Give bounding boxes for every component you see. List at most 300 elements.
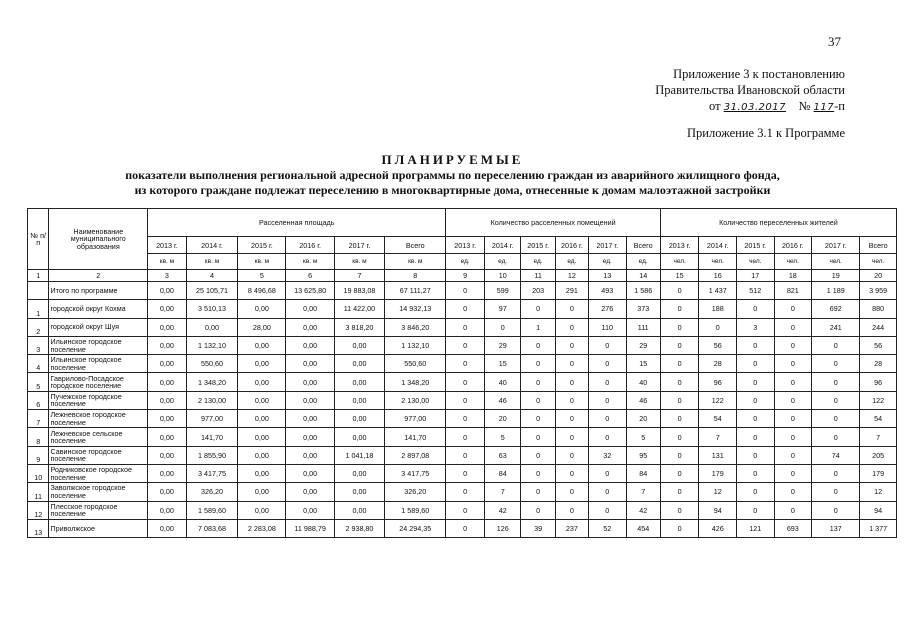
table-cell: 0,00 <box>286 336 334 354</box>
unit-header-rooms-5: ед. <box>626 254 660 270</box>
table-cell: 0 <box>521 373 555 391</box>
year-header-rooms-3: 2016 г. <box>555 237 588 254</box>
table-cell: 0,00 <box>148 410 187 428</box>
table-cell: 0 <box>446 373 485 391</box>
unit-header-people-1: чел. <box>699 254 737 270</box>
year-header-area-3: 2016 г. <box>286 237 334 254</box>
table-cell: 0,00 <box>334 336 384 354</box>
table-cell: 1 132,10 <box>385 336 446 354</box>
column-number: 17 <box>737 270 775 282</box>
table-cell: 0,00 <box>238 373 286 391</box>
table-cell: 0 <box>589 483 627 501</box>
municipality-name: Пучежское городское поселение <box>49 391 148 409</box>
year-header-people-4: 2017 г. <box>812 237 860 254</box>
column-number: 18 <box>774 270 812 282</box>
municipality-name: Ильинское городское поселение <box>49 355 148 373</box>
table-cell: 20 <box>626 410 660 428</box>
table-cell: 0 <box>699 318 737 336</box>
municipality-name: Приволжское <box>49 519 148 537</box>
unit-header-people-3: чел. <box>774 254 812 270</box>
table-cell: 0 <box>521 446 555 464</box>
unit-header-people-2: чел. <box>737 254 775 270</box>
column-number: 11 <box>521 270 555 282</box>
table-cell: 977,00 <box>186 410 237 428</box>
table-cell: 0,00 <box>286 391 334 409</box>
year-header-rooms-5: Всего <box>626 237 660 254</box>
table-cell: 0 <box>446 336 485 354</box>
column-number: 14 <box>626 270 660 282</box>
column-number: 4 <box>186 270 237 282</box>
table-cell: 0,00 <box>238 391 286 409</box>
row-number: 5 <box>28 373 49 391</box>
table-cell: 0,00 <box>148 464 187 482</box>
table-cell: 0 <box>660 391 699 409</box>
table-cell: 0,00 <box>334 355 384 373</box>
table-cell: 1 589,60 <box>186 501 237 519</box>
table-cell: 0 <box>589 336 627 354</box>
table-cell: 0 <box>812 355 860 373</box>
table-cell: 0 <box>446 318 485 336</box>
table-cell: 880 <box>860 300 897 318</box>
table-cell: 28 <box>860 355 897 373</box>
table-cell: 2 897,08 <box>385 446 446 464</box>
table-cell: 0,00 <box>334 501 384 519</box>
year-header-area-2: 2015 г. <box>238 237 286 254</box>
table-cell: 0 <box>774 446 812 464</box>
indicators-table <box>27 208 897 538</box>
column-number: 9 <box>446 270 485 282</box>
table-cell: 3 417,75 <box>186 464 237 482</box>
table-cell: 0 <box>660 501 699 519</box>
table-cell: 0,00 <box>238 428 286 446</box>
table-cell: 42 <box>626 501 660 519</box>
column-number: 6 <box>286 270 334 282</box>
table-cell: 179 <box>699 464 737 482</box>
table-cell: 2 130,00 <box>186 391 237 409</box>
table-cell: 0 <box>555 483 588 501</box>
table-cell: 0,00 <box>334 410 384 428</box>
unit-header-rooms-3: ед. <box>555 254 588 270</box>
table-cell: 0 <box>660 300 699 318</box>
table-cell: 1 586 <box>626 282 660 300</box>
table-cell: 94 <box>860 501 897 519</box>
municipality-name: городской округ Кохма <box>49 300 148 318</box>
table-cell: 54 <box>699 410 737 428</box>
table-cell: 276 <box>589 300 627 318</box>
table-cell: 0,00 <box>334 464 384 482</box>
table-cell: 46 <box>484 391 520 409</box>
table-cell: 0 <box>446 483 485 501</box>
table-cell: 0,00 <box>238 410 286 428</box>
table-cell: 2 283,08 <box>238 519 286 537</box>
table-cell: 373 <box>626 300 660 318</box>
document-title <box>0 152 905 198</box>
column-number: 20 <box>860 270 897 282</box>
column-number: 3 <box>148 270 187 282</box>
year-header-people-0: 2013 г. <box>660 237 699 254</box>
table-cell: 0 <box>660 428 699 446</box>
column-number: 7 <box>334 270 384 282</box>
table-cell: 126 <box>484 519 520 537</box>
table-cell: 1 589,60 <box>385 501 446 519</box>
table-cell: 141,70 <box>186 428 237 446</box>
table-cell: 0 <box>812 336 860 354</box>
table-cell: 96 <box>860 373 897 391</box>
row-number: 1 <box>28 300 49 318</box>
table-cell: 29 <box>626 336 660 354</box>
table-cell: 179 <box>860 464 897 482</box>
table-cell: 3 959 <box>860 282 897 300</box>
table-cell: 42 <box>484 501 520 519</box>
table-cell: 1 189 <box>812 282 860 300</box>
unit-header-area-3: кв. м <box>286 254 334 270</box>
table-cell: 0 <box>589 373 627 391</box>
table-cell: 205 <box>860 446 897 464</box>
table-cell: 0,00 <box>148 428 187 446</box>
table-cell: 0,00 <box>286 428 334 446</box>
table-cell: 0 <box>589 428 627 446</box>
table-cell: 821 <box>774 282 812 300</box>
table-cell: 3 417,75 <box>385 464 446 482</box>
table-cell: 141,70 <box>385 428 446 446</box>
column-number: 15 <box>660 270 699 282</box>
table-cell: 0,00 <box>238 501 286 519</box>
table-cell: 3 <box>737 318 775 336</box>
table-cell: 237 <box>555 519 588 537</box>
column-number: 1 <box>28 270 49 282</box>
date-value: 31.03.2017 <box>723 102 786 113</box>
table-cell: 0 <box>812 501 860 519</box>
group-header-people: Количество переселенных жителей <box>660 209 896 237</box>
table-cell: 15 <box>626 355 660 373</box>
table-cell: 96 <box>699 373 737 391</box>
table-row <box>28 519 897 537</box>
table-cell: 84 <box>484 464 520 482</box>
col-header-name: Наименование муниципального образования <box>49 209 148 270</box>
table-cell: 0,00 <box>148 373 187 391</box>
table-cell: 0 <box>660 483 699 501</box>
municipality-name: городской округ Шуя <box>49 318 148 336</box>
table-cell: 11 988,79 <box>286 519 334 537</box>
year-header-area-4: 2017 г. <box>334 237 384 254</box>
table-row <box>28 373 897 391</box>
table-cell: 0 <box>774 373 812 391</box>
table-cell: 0 <box>446 428 485 446</box>
table-cell: 550,60 <box>385 355 446 373</box>
table-cell: 0,00 <box>148 501 187 519</box>
table-cell: 0 <box>555 300 588 318</box>
table-cell: 0 <box>521 336 555 354</box>
unit-header-rooms-0: ед. <box>446 254 485 270</box>
table-cell: 693 <box>774 519 812 537</box>
table-cell: 1 377 <box>860 519 897 537</box>
table-cell: 550,60 <box>186 355 237 373</box>
row-number <box>28 282 49 300</box>
column-number: 8 <box>385 270 446 282</box>
table-cell: 1 <box>521 318 555 336</box>
col-header-no: № п/п <box>28 209 49 270</box>
table-cell: 0 <box>660 318 699 336</box>
header-line-1: Приложение 3 к постановлению <box>673 67 845 81</box>
table-cell: 0,00 <box>286 501 334 519</box>
column-number: 13 <box>589 270 627 282</box>
table-cell: 67 111,27 <box>385 282 446 300</box>
row-number: 6 <box>28 391 49 409</box>
header-date-line <box>655 98 845 116</box>
table-cell: 0,00 <box>238 336 286 354</box>
table-row <box>28 483 897 501</box>
table-cell: 0 <box>555 501 588 519</box>
table-cell: 0 <box>737 428 775 446</box>
unit-header-area-1: кв. м <box>186 254 237 270</box>
municipality-name: Гаврилово-Посадское городское поселение <box>49 373 148 391</box>
table-cell: 40 <box>626 373 660 391</box>
table-cell: 0,00 <box>238 355 286 373</box>
table-cell: 0,00 <box>148 282 187 300</box>
table-cell: 46 <box>626 391 660 409</box>
table-cell: 94 <box>699 501 737 519</box>
table-cell: 12 <box>699 483 737 501</box>
municipality-name: Лежневское сельское поселение <box>49 428 148 446</box>
title-subtitle-1: показатели выполнения региональной адресной программы по переселению граждан из аварийного жилищного фонда, <box>125 168 780 182</box>
year-header-area-1: 2014 г. <box>186 237 237 254</box>
table-cell: 203 <box>521 282 555 300</box>
table-cell: 0 <box>774 336 812 354</box>
municipality-name: Ильинское городское поселение <box>49 336 148 354</box>
municipality-name: Родниковское городское поселение <box>49 464 148 482</box>
year-header-area-0: 2013 г. <box>148 237 187 254</box>
table-cell: 0 <box>521 428 555 446</box>
table-cell: 0 <box>812 391 860 409</box>
table-cell: 24 294,35 <box>385 519 446 537</box>
table-cell: 0 <box>446 410 485 428</box>
table-cell: 0 <box>555 410 588 428</box>
year-header-rooms-2: 2015 г. <box>521 237 555 254</box>
table-cell: 0 <box>774 464 812 482</box>
year-header-area-5: Всего <box>385 237 446 254</box>
table-cell: 122 <box>860 391 897 409</box>
table-cell: 0 <box>774 391 812 409</box>
table-cell: 1 348,20 <box>186 373 237 391</box>
table-cell: 0,00 <box>148 355 187 373</box>
municipality-name: Лежневское городское поселение <box>49 410 148 428</box>
table-row <box>28 446 897 464</box>
table-cell: 2 938,80 <box>334 519 384 537</box>
table-cell: 0 <box>521 501 555 519</box>
table-row <box>28 410 897 428</box>
program-reference: Приложение 3.1 к Программе <box>687 126 845 140</box>
unit-header-rooms-1: ед. <box>484 254 520 270</box>
column-number: 10 <box>484 270 520 282</box>
year-header-rooms-0: 2013 г. <box>446 237 485 254</box>
table-cell: 97 <box>484 300 520 318</box>
table-cell: 426 <box>699 519 737 537</box>
table-cell: 3 846,20 <box>385 318 446 336</box>
table-cell: 1 041,18 <box>334 446 384 464</box>
table-row <box>28 318 897 336</box>
table-cell: 0 <box>812 373 860 391</box>
table-cell: 131 <box>699 446 737 464</box>
table-cell: 0 <box>555 446 588 464</box>
table-row <box>28 336 897 354</box>
table-cell: 7 083,68 <box>186 519 237 537</box>
table-cell: 0 <box>737 355 775 373</box>
table-cell: 0 <box>555 464 588 482</box>
table-cell: 0 <box>589 355 627 373</box>
table-cell: 0 <box>737 483 775 501</box>
table-cell: 0 <box>737 300 775 318</box>
table-row <box>28 300 897 318</box>
table-cell: 0 <box>660 446 699 464</box>
table-cell: 0,00 <box>148 300 187 318</box>
table-cell: 13 625,80 <box>286 282 334 300</box>
column-number: 12 <box>555 270 588 282</box>
table-cell: 19 883,08 <box>334 282 384 300</box>
table-cell: 0,00 <box>286 300 334 318</box>
table-cell: 2 130,00 <box>385 391 446 409</box>
table-cell: 11 422,00 <box>334 300 384 318</box>
year-header-people-2: 2015 г. <box>737 237 775 254</box>
table-cell: 493 <box>589 282 627 300</box>
table-cell: 0 <box>555 336 588 354</box>
row-number: 8 <box>28 428 49 446</box>
table-cell: 14 932,13 <box>385 300 446 318</box>
table-cell: 0 <box>812 464 860 482</box>
page-number: 37 <box>828 34 841 49</box>
column-number: 2 <box>49 270 148 282</box>
table-cell: 0,00 <box>238 464 286 482</box>
table-cell: 454 <box>626 519 660 537</box>
table-cell: 0,00 <box>148 391 187 409</box>
table-cell: 5 <box>484 428 520 446</box>
table-cell: 0,00 <box>148 519 187 537</box>
table-cell: 0 <box>521 300 555 318</box>
table-cell: 692 <box>812 300 860 318</box>
table-cell: 122 <box>699 391 737 409</box>
unit-header-area-5: кв. м <box>385 254 446 270</box>
group-header-rooms: Количество расселенных помещений <box>446 209 661 237</box>
table-cell: 1 437 <box>699 282 737 300</box>
row-number: 9 <box>28 446 49 464</box>
table-cell: 0 <box>660 355 699 373</box>
table-cell: 7 <box>626 483 660 501</box>
unit-header-area-4: кв. м <box>334 254 384 270</box>
table-cell: 63 <box>484 446 520 464</box>
table-cell: 15 <box>484 355 520 373</box>
table-cell: 39 <box>521 519 555 537</box>
table-cell: 20 <box>484 410 520 428</box>
table-cell: 0,00 <box>286 373 334 391</box>
year-header-people-3: 2016 г. <box>774 237 812 254</box>
table-row <box>28 391 897 409</box>
table-cell: 0 <box>589 410 627 428</box>
table-cell: 0 <box>521 410 555 428</box>
table-cell: 121 <box>737 519 775 537</box>
table-cell: 0 <box>737 336 775 354</box>
table-cell: 3 510,13 <box>186 300 237 318</box>
table-cell: 0 <box>446 300 485 318</box>
number-prefix: № <box>798 99 811 113</box>
table-cell: 512 <box>737 282 775 300</box>
table-cell: 0 <box>555 318 588 336</box>
unit-header-rooms-4: ед. <box>589 254 627 270</box>
table-cell: 40 <box>484 373 520 391</box>
table-cell: 84 <box>626 464 660 482</box>
group-header-area: Расселенная площадь <box>148 209 446 237</box>
table-cell: 25 105,71 <box>186 282 237 300</box>
table-cell: 56 <box>860 336 897 354</box>
document-header <box>655 66 845 116</box>
table-cell: 0 <box>737 373 775 391</box>
table-cell: 241 <box>812 318 860 336</box>
table-cell: 244 <box>860 318 897 336</box>
table-cell: 0 <box>774 410 812 428</box>
table-cell: 52 <box>589 519 627 537</box>
unit-header-area-2: кв. м <box>238 254 286 270</box>
table-cell: 1 348,20 <box>385 373 446 391</box>
table-cell: 0,00 <box>148 318 187 336</box>
table-cell: 0 <box>555 355 588 373</box>
unit-header-people-4: чел. <box>812 254 860 270</box>
table-cell: 0,00 <box>286 446 334 464</box>
table-cell: 0 <box>446 501 485 519</box>
table-cell: 29 <box>484 336 520 354</box>
table-cell: 0 <box>484 318 520 336</box>
table-cell: 0 <box>521 355 555 373</box>
table-cell: 326,20 <box>385 483 446 501</box>
title-main: ПЛАНИРУЕМЫЕ <box>381 152 524 167</box>
municipality-name: Итого по программе <box>49 282 148 300</box>
table-cell: 7 <box>484 483 520 501</box>
table-cell: 32 <box>589 446 627 464</box>
table-row <box>28 282 897 300</box>
table-cell: 0 <box>737 410 775 428</box>
table-cell: 0 <box>774 300 812 318</box>
column-number: 16 <box>699 270 737 282</box>
table-cell: 3 818,20 <box>334 318 384 336</box>
table-cell: 0 <box>737 501 775 519</box>
table-cell: 0 <box>660 410 699 428</box>
table-cell: 0,00 <box>286 464 334 482</box>
table-cell: 5 <box>626 428 660 446</box>
year-header-people-5: Всего <box>860 237 897 254</box>
table-cell: 110 <box>589 318 627 336</box>
table-cell: 1 855,90 <box>186 446 237 464</box>
table-cell: 0 <box>737 464 775 482</box>
table-cell: 0 <box>812 428 860 446</box>
table-cell: 111 <box>626 318 660 336</box>
table-cell: 0 <box>521 483 555 501</box>
table-cell: 0 <box>774 501 812 519</box>
row-number: 3 <box>28 336 49 354</box>
table-cell: 0 <box>660 373 699 391</box>
table-cell: 95 <box>626 446 660 464</box>
number-value: 117 <box>813 102 835 113</box>
table-cell: 56 <box>699 336 737 354</box>
table-cell: 0,00 <box>286 410 334 428</box>
table-cell: 0,00 <box>334 483 384 501</box>
table-cell: 0,00 <box>286 483 334 501</box>
column-number: 19 <box>812 270 860 282</box>
year-header-people-1: 2014 г. <box>699 237 737 254</box>
year-header-rooms-4: 2017 г. <box>589 237 627 254</box>
table-cell: 0 <box>446 355 485 373</box>
table-cell: 7 <box>860 428 897 446</box>
table-cell: 0 <box>812 483 860 501</box>
table-cell: 0,00 <box>238 300 286 318</box>
table-cell: 0 <box>446 464 485 482</box>
table-cell: 137 <box>812 519 860 537</box>
